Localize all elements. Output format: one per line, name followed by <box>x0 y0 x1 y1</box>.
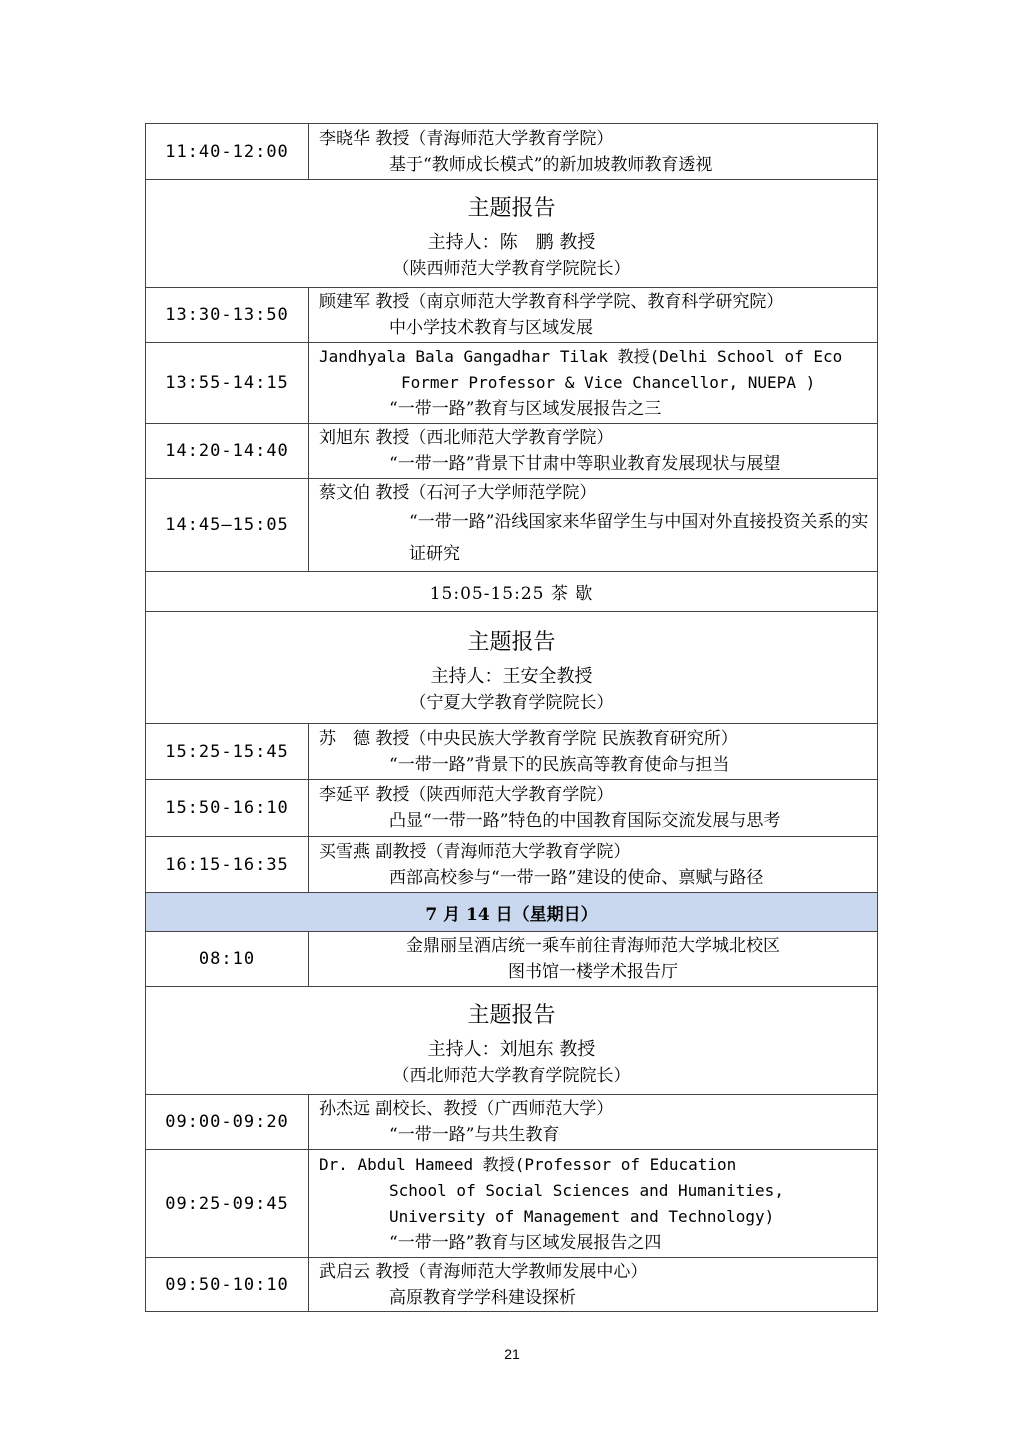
speaker-line: 刘旭东 教授（西北师范大学教育学院） <box>319 428 614 448</box>
speaker-line: 李晓华 教授（青海师范大学教育学院） <box>319 128 614 149</box>
time-cell: 14:45—15:05 <box>146 479 309 572</box>
date-label: 7 月 14 日（星期日） <box>146 893 878 932</box>
speaker-line: 顾建军 教授（南京师范大学教育科学学院、教育科学研究院） <box>319 292 784 312</box>
talk-title: 西部高校参与“一带一路”建设的使命、禀赋与路径 <box>389 867 764 888</box>
time-cell: 13:30-13:50 <box>146 288 309 343</box>
session-cell <box>309 780 878 837</box>
event-line: 金鼎丽呈酒店统一乘车前往青海师范大学城北校区 <box>406 936 780 956</box>
talk-title: “一带一路”背景下甘肃中等职业教育发展现状与展望 <box>389 454 781 474</box>
section-header-row <box>146 180 878 288</box>
session-cell <box>309 837 878 893</box>
talk-title: “一带一路”教育与区域发展报告之三 <box>389 399 662 419</box>
section-header <box>146 180 878 288</box>
speaker-line: Dr. Abdul Hameed 教授(Professor of Education <box>319 1154 737 1174</box>
session-cell <box>309 343 878 424</box>
time-cell: 08:10 <box>146 932 309 987</box>
schedule-table <box>145 123 878 1312</box>
time-cell: 16:15-16:35 <box>146 837 309 893</box>
table-row <box>146 1095 878 1150</box>
table-row <box>146 479 878 572</box>
event-location: 图书馆一楼学术报告厅 <box>508 962 678 982</box>
time-cell: 15:50-16:10 <box>146 780 309 837</box>
speaker-affiliation-2: University of Management and Technology) <box>389 1206 775 1226</box>
table-row <box>146 724 878 780</box>
session-cell <box>309 124 878 180</box>
session-cell <box>309 288 878 343</box>
speaker-line: 武启云 教授（青海师范大学教师发展中心） <box>319 1261 648 1282</box>
speaker-line: Jandhyala Bala Gangadhar Tilak 教授(Delhi School of Eco <box>319 347 843 366</box>
host-org: （宁夏大学教育学院院长） <box>409 692 614 713</box>
section-header-row <box>146 987 878 1095</box>
table-row <box>146 780 878 837</box>
section-title: 主题报告 <box>467 1002 556 1028</box>
section-header-row <box>146 612 878 724</box>
table-row <box>146 1258 878 1312</box>
table-row <box>146 837 878 893</box>
table-row <box>146 288 878 343</box>
talk-title: 高原教育学学科建设探析 <box>389 1287 576 1308</box>
table-row <box>146 343 878 424</box>
time-cell: 13:55-14:15 <box>146 343 309 424</box>
talk-title: “一带一路”沿线国家来华留学生与中国对外直接投资关系的实证研究 <box>409 512 869 564</box>
session-cell <box>309 1095 878 1150</box>
table-row <box>146 1150 878 1258</box>
talk-title: 基于“教师成长模式”的新加坡教师教育透视 <box>389 154 713 175</box>
time-cell: 09:25-09:45 <box>146 1150 309 1258</box>
table-row <box>146 932 878 987</box>
talk-title: 中小学技术教育与区域发展 <box>389 318 593 338</box>
table-row <box>146 424 878 479</box>
date-row <box>146 893 878 932</box>
speaker-affiliation: School of Social Sciences and Humanities, <box>389 1180 784 1200</box>
speaker-line: 苏 德 教授（中央民族大学教育学院 民族教育研究所） <box>319 728 738 749</box>
time-cell: 09:50-10:10 <box>146 1258 309 1312</box>
host-org: （西北师范大学教育学院院长） <box>392 1065 631 1086</box>
host-line: 主持人：王安全教授 <box>430 665 593 687</box>
speaker-line: 蔡文伯 教授（石河子大学师范学院） <box>319 483 597 503</box>
talk-title: “一带一路”背景下的民族高等教育使命与担当 <box>389 754 730 775</box>
talk-title: “一带一路”与共生教育 <box>389 1125 560 1145</box>
time-cell: 11:40-12:00 <box>146 124 309 180</box>
time-cell: 09:00-09:20 <box>146 1095 309 1150</box>
host-org: （陕西师范大学教育学院院长） <box>392 258 631 279</box>
session-cell <box>309 1258 878 1312</box>
session-cell <box>309 724 878 780</box>
speaker-line: 买雪燕 副教授（青海师范大学教育学院） <box>319 841 631 862</box>
time-cell: 14:20-14:40 <box>146 424 309 479</box>
section-header <box>146 612 878 724</box>
speaker-line: 孙杰远 副校长、教授（广西师范大学） <box>319 1099 614 1119</box>
session-cell <box>309 479 878 572</box>
host-line: 主持人：陈 鹏 教授 <box>427 231 596 253</box>
talk-title: “一带一路”教育与区域发展报告之四 <box>389 1232 662 1253</box>
table-row <box>146 124 878 180</box>
host-line: 主持人：刘旭东 教授 <box>427 1038 596 1060</box>
break-row <box>146 572 878 612</box>
time-cell: 15:25-15:45 <box>146 724 309 780</box>
section-title: 主题报告 <box>467 629 556 655</box>
tea-break: 15:05-15:25 茶 歇 <box>146 572 878 612</box>
session-cell <box>309 1150 878 1258</box>
speaker-line: 李延平 教授（陕西师范大学教育学院） <box>319 785 614 805</box>
session-cell <box>309 424 878 479</box>
talk-title: 凸显“一带一路”特色的中国教育国际交流发展与思考 <box>389 811 781 831</box>
section-header <box>146 987 878 1095</box>
speaker-affiliation: Former Professor & Vice Chancellor, NUEPA ) <box>401 373 816 392</box>
session-cell <box>309 932 878 987</box>
page-number: 21 <box>504 1346 520 1362</box>
section-title: 主题报告 <box>467 195 556 221</box>
